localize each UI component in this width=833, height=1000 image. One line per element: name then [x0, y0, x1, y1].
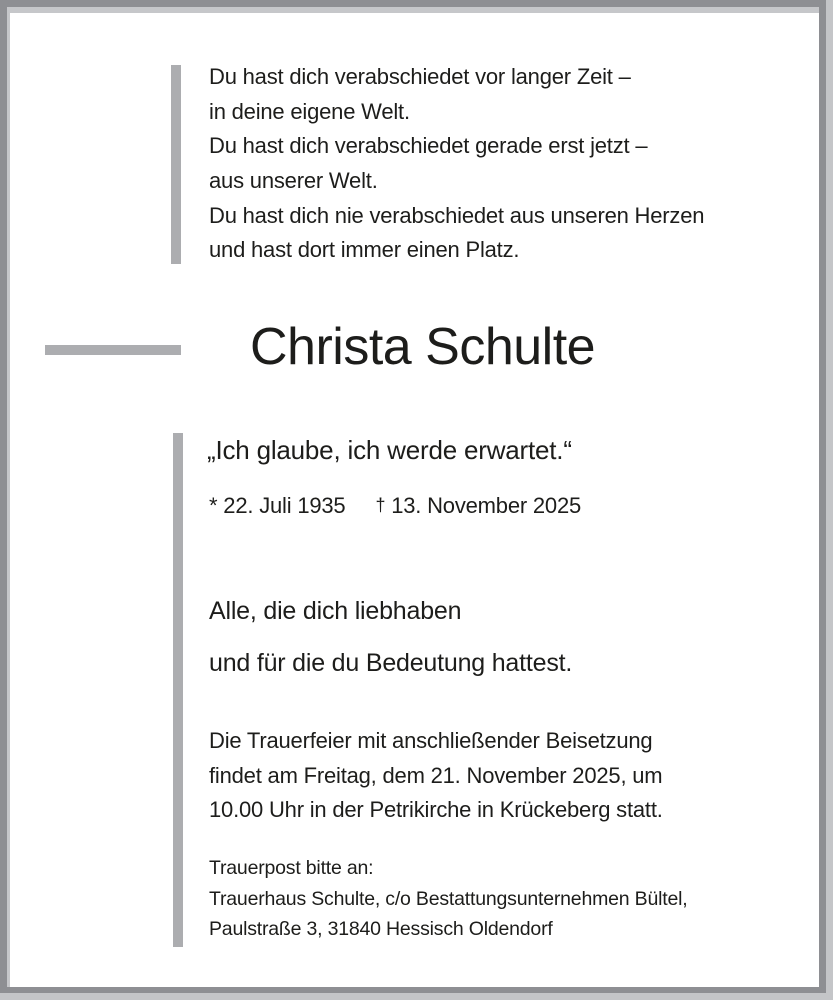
poem-line: und hast dort immer einen Platz.: [209, 237, 520, 263]
life-dates: [209, 489, 581, 522]
ceremony-line: findet am Freitag, dem 21. November 2025, um: [209, 762, 663, 788]
birth-date: 22. Juli 1935: [223, 493, 346, 518]
mourners-line: Alle, die dich liebhaben: [209, 597, 462, 625]
address-line: Trauerhaus Schulte, c/o Bestattungsunternehmen Bültel,: [209, 887, 688, 910]
deceased-name: Christa Schulte: [250, 318, 596, 376]
death-cross-icon: †: [375, 495, 386, 515]
details-accent-bar: [173, 433, 183, 947]
mourners: [209, 585, 572, 689]
poem-line: Du hast dich verabschiedet vor langer Zeit –: [209, 64, 631, 89]
birth-star-icon: *: [209, 493, 218, 518]
address-line: Trauerpost bitte an:: [209, 857, 374, 879]
ceremony-line: 10.00 Uhr in der Petrikirche in Krückeberg statt.: [209, 797, 663, 822]
poem: [209, 60, 704, 268]
poem-accent-bar: [171, 65, 181, 264]
poem-line: Du hast dich nie verabschiedet aus unseren Herzen: [209, 202, 705, 228]
poem-line: in deine eigene Welt.: [209, 98, 410, 124]
poem-line: aus unserer Welt.: [209, 168, 378, 194]
ceremony-info: [209, 724, 663, 828]
quote: „Ich glaube, ich werde erwartet.“: [207, 435, 572, 465]
poem-line: Du hast dich verabschiedet gerade erst jetzt –: [209, 133, 648, 159]
name-accent-bar: [45, 345, 181, 355]
condolence-address: [209, 853, 687, 945]
mourners-line: und für die du Bedeutung hattest.: [209, 649, 573, 677]
ceremony-line: Die Trauerfeier mit anschließender Beisetzung: [209, 728, 653, 753]
address-line: Paulstraße 3, 31840 Hessisch Oldendorf: [209, 918, 553, 940]
death-date: 13. November 2025: [391, 493, 582, 518]
